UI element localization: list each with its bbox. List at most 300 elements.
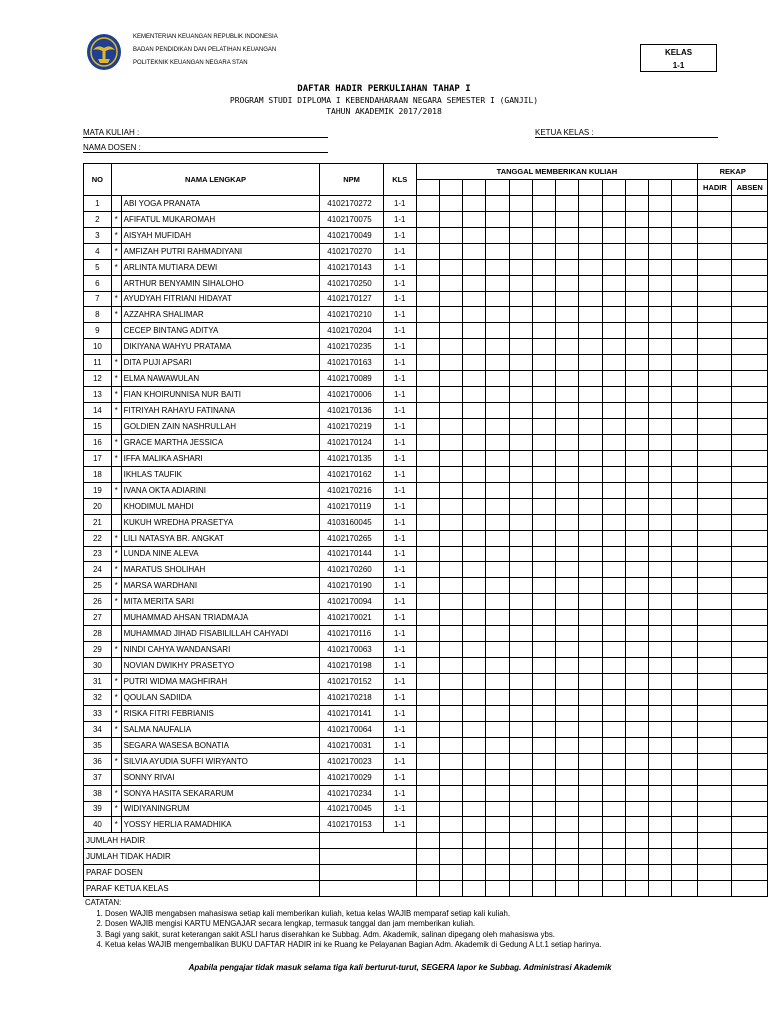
attendance-cell[interactable] xyxy=(416,785,439,801)
attendance-cell[interactable] xyxy=(625,450,648,466)
attendance-cell[interactable] xyxy=(532,323,555,339)
attendance-cell[interactable] xyxy=(486,530,509,546)
attendance-cell[interactable] xyxy=(649,259,672,275)
attendance-cell[interactable] xyxy=(602,275,625,291)
attendance-cell[interactable] xyxy=(602,658,625,674)
attendance-cell[interactable] xyxy=(532,419,555,435)
hadir-cell[interactable] xyxy=(698,323,732,339)
attendance-cell[interactable] xyxy=(416,291,439,307)
attendance-cell[interactable] xyxy=(439,195,462,211)
attendance-cell[interactable] xyxy=(602,403,625,419)
attendance-cell[interactable] xyxy=(486,450,509,466)
attendance-cell[interactable] xyxy=(509,227,532,243)
attendance-cell[interactable] xyxy=(532,785,555,801)
summary-cell[interactable] xyxy=(579,881,602,897)
attendance-cell[interactable] xyxy=(672,801,698,817)
attendance-cell[interactable] xyxy=(486,721,509,737)
absen-cell[interactable] xyxy=(732,753,768,769)
attendance-cell[interactable] xyxy=(672,530,698,546)
attendance-cell[interactable] xyxy=(532,275,555,291)
summary-cell[interactable] xyxy=(439,849,462,865)
attendance-cell[interactable] xyxy=(579,721,602,737)
attendance-cell[interactable] xyxy=(439,403,462,419)
attendance-cell[interactable] xyxy=(602,594,625,610)
attendance-cell[interactable] xyxy=(556,419,579,435)
attendance-cell[interactable] xyxy=(532,307,555,323)
attendance-cell[interactable] xyxy=(672,610,698,626)
attendance-cell[interactable] xyxy=(625,689,648,705)
attendance-cell[interactable] xyxy=(486,610,509,626)
attendance-cell[interactable] xyxy=(532,339,555,355)
summary-rekap-cell[interactable] xyxy=(732,881,768,897)
attendance-cell[interactable] xyxy=(649,371,672,387)
attendance-cell[interactable] xyxy=(602,769,625,785)
hadir-cell[interactable] xyxy=(698,578,732,594)
attendance-cell[interactable] xyxy=(463,514,486,530)
attendance-cell[interactable] xyxy=(416,626,439,642)
summary-cell[interactable] xyxy=(416,849,439,865)
attendance-cell[interactable] xyxy=(463,642,486,658)
attendance-cell[interactable] xyxy=(649,514,672,530)
attendance-cell[interactable] xyxy=(649,323,672,339)
attendance-cell[interactable] xyxy=(556,195,579,211)
attendance-cell[interactable] xyxy=(625,642,648,658)
attendance-cell[interactable] xyxy=(579,323,602,339)
attendance-cell[interactable] xyxy=(509,482,532,498)
attendance-cell[interactable] xyxy=(509,594,532,610)
summary-cell[interactable] xyxy=(463,881,486,897)
attendance-cell[interactable] xyxy=(463,817,486,833)
attendance-cell[interactable] xyxy=(556,243,579,259)
attendance-cell[interactable] xyxy=(625,721,648,737)
attendance-cell[interactable] xyxy=(439,482,462,498)
absen-cell[interactable] xyxy=(732,339,768,355)
summary-cell[interactable] xyxy=(672,865,698,881)
attendance-cell[interactable] xyxy=(486,689,509,705)
hadir-cell[interactable] xyxy=(698,514,732,530)
attendance-cell[interactable] xyxy=(602,355,625,371)
attendance-cell[interactable] xyxy=(416,355,439,371)
attendance-cell[interactable] xyxy=(509,434,532,450)
attendance-cell[interactable] xyxy=(579,514,602,530)
attendance-cell[interactable] xyxy=(556,211,579,227)
attendance-cell[interactable] xyxy=(416,594,439,610)
summary-rekap-cell[interactable] xyxy=(732,833,768,849)
attendance-cell[interactable] xyxy=(556,434,579,450)
hadir-cell[interactable] xyxy=(698,291,732,307)
attendance-cell[interactable] xyxy=(672,689,698,705)
absen-cell[interactable] xyxy=(732,434,768,450)
absen-cell[interactable] xyxy=(732,546,768,562)
absen-cell[interactable] xyxy=(732,307,768,323)
attendance-cell[interactable] xyxy=(579,594,602,610)
attendance-cell[interactable] xyxy=(532,769,555,785)
attendance-cell[interactable] xyxy=(509,546,532,562)
attendance-cell[interactable] xyxy=(579,530,602,546)
attendance-cell[interactable] xyxy=(416,578,439,594)
attendance-cell[interactable] xyxy=(625,594,648,610)
attendance-cell[interactable] xyxy=(602,514,625,530)
hadir-cell[interactable] xyxy=(698,466,732,482)
attendance-cell[interactable] xyxy=(556,817,579,833)
attendance-cell[interactable] xyxy=(416,227,439,243)
absen-cell[interactable] xyxy=(732,626,768,642)
attendance-cell[interactable] xyxy=(649,307,672,323)
attendance-cell[interactable] xyxy=(463,721,486,737)
attendance-cell[interactable] xyxy=(486,737,509,753)
attendance-cell[interactable] xyxy=(672,514,698,530)
summary-cell[interactable] xyxy=(416,833,439,849)
attendance-cell[interactable] xyxy=(486,355,509,371)
attendance-cell[interactable] xyxy=(486,817,509,833)
attendance-cell[interactable] xyxy=(463,323,486,339)
attendance-cell[interactable] xyxy=(463,769,486,785)
attendance-cell[interactable] xyxy=(602,785,625,801)
absen-cell[interactable] xyxy=(732,594,768,610)
summary-cell[interactable] xyxy=(439,881,462,897)
attendance-cell[interactable] xyxy=(439,275,462,291)
summary-cell[interactable] xyxy=(463,849,486,865)
summary-cell[interactable] xyxy=(579,865,602,881)
attendance-cell[interactable] xyxy=(649,594,672,610)
attendance-cell[interactable] xyxy=(579,466,602,482)
attendance-cell[interactable] xyxy=(602,721,625,737)
attendance-cell[interactable] xyxy=(439,626,462,642)
attendance-cell[interactable] xyxy=(672,674,698,690)
summary-cell[interactable] xyxy=(439,833,462,849)
attendance-cell[interactable] xyxy=(556,275,579,291)
attendance-cell[interactable] xyxy=(602,578,625,594)
attendance-cell[interactable] xyxy=(625,546,648,562)
attendance-cell[interactable] xyxy=(532,243,555,259)
attendance-cell[interactable] xyxy=(672,371,698,387)
attendance-cell[interactable] xyxy=(625,323,648,339)
hadir-cell[interactable] xyxy=(698,355,732,371)
attendance-cell[interactable] xyxy=(556,769,579,785)
absen-cell[interactable] xyxy=(732,658,768,674)
summary-cell[interactable] xyxy=(509,833,532,849)
hadir-cell[interactable] xyxy=(698,419,732,435)
attendance-cell[interactable] xyxy=(532,721,555,737)
attendance-cell[interactable] xyxy=(579,642,602,658)
attendance-cell[interactable] xyxy=(532,227,555,243)
attendance-cell[interactable] xyxy=(463,482,486,498)
summary-cell[interactable] xyxy=(672,833,698,849)
hadir-cell[interactable] xyxy=(698,387,732,403)
attendance-cell[interactable] xyxy=(625,562,648,578)
summary-cell[interactable] xyxy=(532,881,555,897)
attendance-cell[interactable] xyxy=(509,562,532,578)
attendance-cell[interactable] xyxy=(602,530,625,546)
summary-cell[interactable] xyxy=(463,833,486,849)
attendance-cell[interactable] xyxy=(463,737,486,753)
attendance-cell[interactable] xyxy=(486,419,509,435)
hadir-cell[interactable] xyxy=(698,307,732,323)
hadir-cell[interactable] xyxy=(698,211,732,227)
attendance-cell[interactable] xyxy=(579,769,602,785)
attendance-cell[interactable] xyxy=(625,785,648,801)
attendance-cell[interactable] xyxy=(672,562,698,578)
attendance-cell[interactable] xyxy=(672,259,698,275)
attendance-cell[interactable] xyxy=(602,626,625,642)
attendance-cell[interactable] xyxy=(509,387,532,403)
attendance-cell[interactable] xyxy=(463,610,486,626)
hadir-cell[interactable] xyxy=(698,594,732,610)
attendance-cell[interactable] xyxy=(649,737,672,753)
summary-cell[interactable] xyxy=(486,833,509,849)
attendance-cell[interactable] xyxy=(509,291,532,307)
attendance-cell[interactable] xyxy=(579,498,602,514)
date-cell[interactable] xyxy=(486,179,509,195)
attendance-cell[interactable] xyxy=(416,674,439,690)
attendance-cell[interactable] xyxy=(625,243,648,259)
attendance-cell[interactable] xyxy=(672,546,698,562)
attendance-cell[interactable] xyxy=(509,355,532,371)
attendance-cell[interactable] xyxy=(625,339,648,355)
attendance-cell[interactable] xyxy=(486,546,509,562)
attendance-cell[interactable] xyxy=(602,211,625,227)
attendance-cell[interactable] xyxy=(625,387,648,403)
attendance-cell[interactable] xyxy=(556,307,579,323)
attendance-cell[interactable] xyxy=(532,403,555,419)
attendance-cell[interactable] xyxy=(439,466,462,482)
attendance-cell[interactable] xyxy=(439,562,462,578)
attendance-cell[interactable] xyxy=(649,785,672,801)
attendance-cell[interactable] xyxy=(532,371,555,387)
absen-cell[interactable] xyxy=(732,737,768,753)
summary-rekap-cell[interactable] xyxy=(698,865,732,881)
summary-rekap-cell[interactable] xyxy=(698,849,732,865)
attendance-cell[interactable] xyxy=(439,642,462,658)
absen-cell[interactable] xyxy=(732,610,768,626)
attendance-cell[interactable] xyxy=(625,434,648,450)
absen-cell[interactable] xyxy=(732,578,768,594)
attendance-cell[interactable] xyxy=(672,227,698,243)
attendance-cell[interactable] xyxy=(463,801,486,817)
absen-cell[interactable] xyxy=(732,769,768,785)
summary-cell[interactable] xyxy=(509,881,532,897)
attendance-cell[interactable] xyxy=(486,243,509,259)
summary-cell[interactable] xyxy=(556,833,579,849)
attendance-cell[interactable] xyxy=(509,307,532,323)
attendance-cell[interactable] xyxy=(416,498,439,514)
attendance-cell[interactable] xyxy=(509,658,532,674)
summary-cell[interactable] xyxy=(649,849,672,865)
attendance-cell[interactable] xyxy=(439,785,462,801)
attendance-cell[interactable] xyxy=(463,689,486,705)
hadir-cell[interactable] xyxy=(698,243,732,259)
attendance-cell[interactable] xyxy=(509,195,532,211)
absen-cell[interactable] xyxy=(732,498,768,514)
attendance-cell[interactable] xyxy=(416,801,439,817)
attendance-cell[interactable] xyxy=(532,753,555,769)
attendance-cell[interactable] xyxy=(602,610,625,626)
attendance-cell[interactable] xyxy=(509,323,532,339)
attendance-cell[interactable] xyxy=(416,546,439,562)
attendance-cell[interactable] xyxy=(649,578,672,594)
hadir-cell[interactable] xyxy=(698,705,732,721)
attendance-cell[interactable] xyxy=(416,211,439,227)
absen-cell[interactable] xyxy=(732,562,768,578)
hadir-cell[interactable] xyxy=(698,753,732,769)
attendance-cell[interactable] xyxy=(602,642,625,658)
attendance-cell[interactable] xyxy=(649,291,672,307)
absen-cell[interactable] xyxy=(732,355,768,371)
attendance-cell[interactable] xyxy=(532,594,555,610)
attendance-cell[interactable] xyxy=(556,227,579,243)
attendance-cell[interactable] xyxy=(463,562,486,578)
summary-cell[interactable] xyxy=(649,865,672,881)
hadir-cell[interactable] xyxy=(698,498,732,514)
attendance-cell[interactable] xyxy=(556,801,579,817)
attendance-cell[interactable] xyxy=(672,243,698,259)
attendance-cell[interactable] xyxy=(625,817,648,833)
attendance-cell[interactable] xyxy=(532,610,555,626)
attendance-cell[interactable] xyxy=(556,498,579,514)
hadir-cell[interactable] xyxy=(698,658,732,674)
attendance-cell[interactable] xyxy=(625,227,648,243)
attendance-cell[interactable] xyxy=(556,355,579,371)
attendance-cell[interactable] xyxy=(532,355,555,371)
attendance-cell[interactable] xyxy=(509,674,532,690)
attendance-cell[interactable] xyxy=(439,753,462,769)
attendance-cell[interactable] xyxy=(509,403,532,419)
attendance-cell[interactable] xyxy=(416,737,439,753)
summary-cell[interactable] xyxy=(509,849,532,865)
absen-cell[interactable] xyxy=(732,785,768,801)
attendance-cell[interactable] xyxy=(672,658,698,674)
attendance-cell[interactable] xyxy=(486,626,509,642)
attendance-cell[interactable] xyxy=(579,211,602,227)
summary-cell[interactable] xyxy=(532,833,555,849)
attendance-cell[interactable] xyxy=(579,434,602,450)
date-cell[interactable] xyxy=(579,179,602,195)
attendance-cell[interactable] xyxy=(509,498,532,514)
hadir-cell[interactable] xyxy=(698,642,732,658)
attendance-cell[interactable] xyxy=(649,530,672,546)
attendance-cell[interactable] xyxy=(439,323,462,339)
attendance-cell[interactable] xyxy=(439,594,462,610)
attendance-cell[interactable] xyxy=(532,578,555,594)
attendance-cell[interactable] xyxy=(532,291,555,307)
attendance-cell[interactable] xyxy=(625,610,648,626)
attendance-cell[interactable] xyxy=(439,211,462,227)
attendance-cell[interactable] xyxy=(579,227,602,243)
attendance-cell[interactable] xyxy=(649,658,672,674)
attendance-cell[interactable] xyxy=(463,195,486,211)
attendance-cell[interactable] xyxy=(602,498,625,514)
attendance-cell[interactable] xyxy=(486,211,509,227)
attendance-cell[interactable] xyxy=(672,482,698,498)
attendance-cell[interactable] xyxy=(439,387,462,403)
absen-cell[interactable] xyxy=(732,403,768,419)
attendance-cell[interactable] xyxy=(509,243,532,259)
attendance-cell[interactable] xyxy=(416,387,439,403)
attendance-cell[interactable] xyxy=(486,323,509,339)
attendance-cell[interactable] xyxy=(579,546,602,562)
attendance-cell[interactable] xyxy=(486,434,509,450)
absen-cell[interactable] xyxy=(732,243,768,259)
date-cell[interactable] xyxy=(509,179,532,195)
attendance-cell[interactable] xyxy=(532,737,555,753)
attendance-cell[interactable] xyxy=(602,323,625,339)
attendance-cell[interactable] xyxy=(532,482,555,498)
attendance-cell[interactable] xyxy=(509,785,532,801)
hadir-cell[interactable] xyxy=(698,817,732,833)
attendance-cell[interactable] xyxy=(532,530,555,546)
attendance-cell[interactable] xyxy=(649,753,672,769)
attendance-cell[interactable] xyxy=(416,403,439,419)
attendance-cell[interactable] xyxy=(672,195,698,211)
attendance-cell[interactable] xyxy=(486,307,509,323)
attendance-cell[interactable] xyxy=(486,259,509,275)
attendance-cell[interactable] xyxy=(486,466,509,482)
summary-cell[interactable] xyxy=(625,849,648,865)
attendance-cell[interactable] xyxy=(509,721,532,737)
attendance-cell[interactable] xyxy=(625,355,648,371)
attendance-cell[interactable] xyxy=(509,339,532,355)
attendance-cell[interactable] xyxy=(625,275,648,291)
attendance-cell[interactable] xyxy=(556,626,579,642)
attendance-cell[interactable] xyxy=(649,355,672,371)
attendance-cell[interactable] xyxy=(439,578,462,594)
attendance-cell[interactable] xyxy=(625,801,648,817)
attendance-cell[interactable] xyxy=(672,753,698,769)
attendance-cell[interactable] xyxy=(672,211,698,227)
attendance-cell[interactable] xyxy=(579,259,602,275)
attendance-cell[interactable] xyxy=(416,658,439,674)
attendance-cell[interactable] xyxy=(556,482,579,498)
date-cell[interactable] xyxy=(602,179,625,195)
attendance-cell[interactable] xyxy=(439,801,462,817)
attendance-cell[interactable] xyxy=(463,291,486,307)
attendance-cell[interactable] xyxy=(556,530,579,546)
attendance-cell[interactable] xyxy=(509,578,532,594)
attendance-cell[interactable] xyxy=(579,355,602,371)
attendance-cell[interactable] xyxy=(649,275,672,291)
attendance-cell[interactable] xyxy=(509,514,532,530)
attendance-cell[interactable] xyxy=(486,658,509,674)
date-cell[interactable] xyxy=(416,179,439,195)
attendance-cell[interactable] xyxy=(556,562,579,578)
attendance-cell[interactable] xyxy=(532,466,555,482)
attendance-cell[interactable] xyxy=(579,403,602,419)
summary-cell[interactable] xyxy=(625,865,648,881)
attendance-cell[interactable] xyxy=(556,514,579,530)
absen-cell[interactable] xyxy=(732,689,768,705)
attendance-cell[interactable] xyxy=(649,626,672,642)
hadir-cell[interactable] xyxy=(698,769,732,785)
attendance-cell[interactable] xyxy=(463,339,486,355)
attendance-cell[interactable] xyxy=(579,482,602,498)
absen-cell[interactable] xyxy=(732,323,768,339)
attendance-cell[interactable] xyxy=(416,769,439,785)
attendance-cell[interactable] xyxy=(672,403,698,419)
attendance-cell[interactable] xyxy=(463,674,486,690)
attendance-cell[interactable] xyxy=(625,259,648,275)
absen-cell[interactable] xyxy=(732,259,768,275)
attendance-cell[interactable] xyxy=(532,674,555,690)
attendance-cell[interactable] xyxy=(486,482,509,498)
attendance-cell[interactable] xyxy=(556,403,579,419)
attendance-cell[interactable] xyxy=(509,737,532,753)
attendance-cell[interactable] xyxy=(509,466,532,482)
attendance-cell[interactable] xyxy=(625,482,648,498)
absen-cell[interactable] xyxy=(732,275,768,291)
summary-cell[interactable] xyxy=(602,881,625,897)
attendance-cell[interactable] xyxy=(416,562,439,578)
attendance-cell[interactable] xyxy=(602,562,625,578)
